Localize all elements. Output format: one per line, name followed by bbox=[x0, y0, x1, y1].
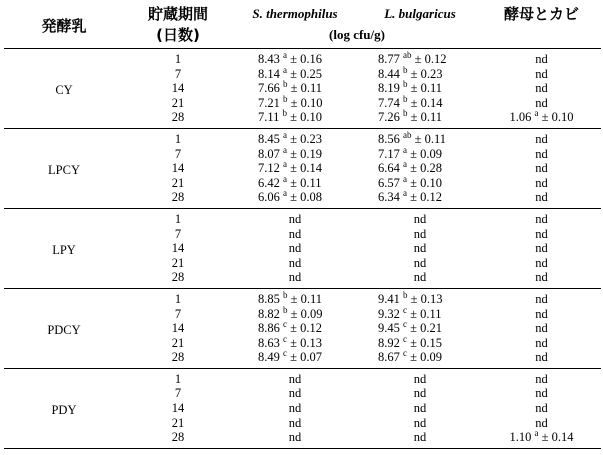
l-bulgaricus-count bbox=[358, 110, 482, 128]
mean-value: 8.19 bbox=[378, 81, 400, 96]
table-header bbox=[4, 0, 601, 49]
storage-day: 1 bbox=[174, 131, 182, 146]
yeast-mold-count: nd bbox=[535, 306, 548, 321]
header-s-thermophilus: S. thermophilus bbox=[252, 6, 338, 21]
l-bulgaricus-count bbox=[358, 93, 482, 111]
significance-letter: a bbox=[403, 173, 407, 184]
yeast-mold-count: nd bbox=[535, 52, 548, 66]
l-bulgaricus-count bbox=[358, 64, 482, 82]
yeast-mold-count: nd bbox=[535, 415, 548, 430]
standard-deviation: 0.11 bbox=[420, 81, 443, 96]
header-days-unit: (日数) bbox=[156, 26, 200, 44]
plus-minus-sign: ± bbox=[410, 175, 417, 190]
table-row bbox=[4, 49, 601, 67]
storage-day: 28 bbox=[171, 270, 185, 285]
standard-deviation: 0.10 bbox=[551, 110, 574, 125]
yeast-mold-count: nd bbox=[535, 386, 548, 401]
mean-value: 8.14 bbox=[258, 66, 280, 81]
s-thermophilus-count: nd bbox=[288, 415, 302, 430]
significance-letter: a bbox=[403, 188, 407, 199]
standard-deviation: 0.10 bbox=[300, 95, 323, 110]
header-empty-cell bbox=[482, 24, 601, 49]
standard-deviation: 0.11 bbox=[300, 175, 322, 190]
plus-minus-sign: ± bbox=[414, 131, 422, 146]
mean-value: 7.21 bbox=[258, 95, 280, 110]
l-bulgaricus-count: nd bbox=[413, 241, 427, 256]
header-log-cfu-unit: (log cfu/g) bbox=[329, 27, 385, 42]
s-thermophilus-count: nd bbox=[288, 255, 302, 270]
significance-letter: b bbox=[283, 289, 288, 300]
significance-letter: b bbox=[403, 289, 408, 300]
mean-value: 9.45 bbox=[378, 321, 400, 336]
s-thermophilus-count bbox=[232, 173, 358, 191]
yeast-mold-count: nd bbox=[535, 211, 548, 226]
storage-day: 21 bbox=[171, 175, 185, 190]
l-bulgaricus-count bbox=[358, 333, 482, 351]
plus-minus-sign: ± bbox=[290, 291, 298, 306]
plus-minus-sign: ± bbox=[290, 110, 298, 125]
standard-deviation: 0.09 bbox=[300, 306, 323, 321]
significance-letter: c bbox=[403, 348, 407, 359]
s-thermophilus-count bbox=[232, 288, 358, 306]
l-bulgaricus-count: nd bbox=[413, 371, 427, 386]
mean-value: 1.06 bbox=[509, 110, 532, 125]
microbial-count-table bbox=[4, 0, 601, 449]
plus-minus-sign: ± bbox=[410, 335, 417, 350]
plus-minus-sign: ± bbox=[290, 52, 297, 66]
mean-value: 8.45 bbox=[258, 131, 280, 146]
yeast-mold-count: nd bbox=[535, 66, 548, 81]
significance-letter: c bbox=[403, 318, 407, 329]
storage-day: 7 bbox=[174, 386, 182, 401]
significance-letter: a bbox=[283, 64, 287, 75]
significance-letter: a bbox=[403, 144, 407, 155]
storage-day: 1 bbox=[174, 52, 182, 66]
mean-value: 6.34 bbox=[378, 190, 400, 205]
significance-letter: c bbox=[283, 333, 287, 344]
l-bulgaricus-count: nd bbox=[413, 401, 427, 416]
yeast-mold-count: nd bbox=[535, 81, 548, 96]
significance-letter: b bbox=[283, 304, 288, 315]
yeast-mold-count: nd bbox=[535, 335, 548, 350]
mean-value: 9.41 bbox=[378, 291, 400, 306]
l-bulgaricus-count bbox=[358, 304, 482, 322]
standard-deviation: 0.09 bbox=[420, 146, 442, 161]
storage-day: 28 bbox=[171, 110, 185, 125]
mean-value: 7.66 bbox=[258, 81, 280, 96]
mean-value: 6.42 bbox=[258, 175, 280, 190]
l-bulgaricus-count bbox=[358, 318, 482, 336]
group-block-cy bbox=[4, 49, 601, 129]
storage-day: 1 bbox=[174, 371, 182, 386]
plus-minus-sign: ± bbox=[410, 161, 417, 176]
s-thermophilus-count: nd bbox=[288, 270, 302, 285]
significance-letter: a bbox=[403, 159, 407, 169]
standard-deviation: 0.11 bbox=[424, 131, 447, 146]
plus-minus-sign: ± bbox=[290, 335, 297, 350]
s-thermophilus-count: nd bbox=[288, 226, 302, 241]
mean-value: 8.44 bbox=[378, 66, 400, 81]
group-name: PDCY bbox=[47, 322, 81, 337]
group-name: CY bbox=[55, 82, 73, 97]
s-thermophilus-count: nd bbox=[288, 401, 302, 416]
standard-deviation: 0.11 bbox=[420, 306, 442, 321]
mean-value: 7.26 bbox=[378, 110, 400, 125]
significance-letter: b bbox=[282, 108, 288, 119]
standard-deviation: 0.13 bbox=[300, 335, 322, 350]
storage-day: 21 bbox=[171, 415, 185, 430]
s-thermophilus-count bbox=[232, 93, 358, 111]
plus-minus-sign: ± bbox=[290, 175, 297, 190]
mean-value: 7.11 bbox=[258, 110, 280, 125]
significance-letter: a bbox=[283, 173, 287, 184]
significance-letter: a bbox=[283, 188, 287, 199]
yeast-mold-count: nd bbox=[535, 190, 548, 205]
standard-deviation: 0.16 bbox=[300, 52, 322, 66]
plus-minus-sign: ± bbox=[410, 291, 418, 306]
mean-value: 8.82 bbox=[258, 306, 280, 321]
significance-letter: ab bbox=[403, 49, 412, 60]
significance-letter: a bbox=[283, 159, 287, 169]
header-yeast-mold: 酵母とカビ bbox=[503, 5, 579, 23]
mean-value: 8.85 bbox=[258, 291, 280, 306]
significance-letter: a bbox=[283, 129, 287, 140]
standard-deviation: 0.07 bbox=[300, 350, 322, 365]
plus-minus-sign: ± bbox=[414, 52, 422, 66]
mean-value: 8.49 bbox=[258, 350, 280, 365]
mean-value: 7.12 bbox=[258, 161, 280, 176]
mean-value: 8.43 bbox=[258, 52, 280, 66]
standard-deviation: 0.12 bbox=[300, 321, 322, 336]
storage-day: 14 bbox=[171, 161, 185, 176]
l-bulgaricus-count: nd bbox=[413, 270, 427, 285]
header-storage-period: 貯蔵期間 bbox=[147, 5, 208, 23]
s-thermophilus-count bbox=[232, 144, 358, 162]
significance-letter: b bbox=[403, 93, 408, 104]
mean-value: 6.57 bbox=[378, 175, 400, 190]
storage-day: 28 bbox=[171, 190, 185, 205]
plus-minus-sign: ± bbox=[541, 110, 549, 125]
storage-day: 14 bbox=[171, 401, 185, 416]
l-bulgaricus-count: nd bbox=[413, 255, 427, 270]
mean-value: 8.86 bbox=[258, 321, 280, 336]
yeast-mold-count: nd bbox=[535, 255, 548, 270]
storage-day: 7 bbox=[174, 226, 182, 241]
significance-letter: a bbox=[283, 144, 287, 155]
mean-value: 8.56 bbox=[378, 131, 400, 146]
plus-minus-sign: ± bbox=[410, 110, 418, 125]
l-bulgaricus-count bbox=[358, 288, 482, 306]
s-thermophilus-count: nd bbox=[288, 211, 302, 226]
storage-day: 1 bbox=[174, 211, 182, 226]
standard-deviation: 0.13 bbox=[420, 291, 443, 306]
standard-deviation: 0.28 bbox=[420, 161, 442, 176]
standard-deviation: 0.19 bbox=[300, 146, 322, 161]
plus-minus-sign: ± bbox=[410, 66, 418, 81]
standard-deviation: 0.11 bbox=[300, 291, 323, 306]
standard-deviation: 0.23 bbox=[300, 131, 322, 146]
plus-minus-sign: ± bbox=[290, 306, 298, 321]
yeast-mold-count: nd bbox=[535, 226, 548, 241]
l-bulgaricus-count bbox=[358, 161, 482, 176]
plus-minus-sign: ± bbox=[290, 95, 298, 110]
l-bulgaricus-count bbox=[358, 173, 482, 191]
s-thermophilus-count: nd bbox=[288, 241, 302, 256]
s-thermophilus-count bbox=[232, 81, 358, 96]
s-thermophilus-count bbox=[232, 128, 358, 146]
yeast-mold-count: nd bbox=[535, 350, 548, 365]
yeast-mold-count: nd bbox=[535, 95, 548, 110]
significance-letter: b bbox=[403, 108, 408, 119]
standard-deviation: 0.08 bbox=[300, 190, 322, 205]
s-thermophilus-count bbox=[232, 318, 358, 336]
mean-value: 8.63 bbox=[258, 335, 280, 350]
table-row bbox=[4, 368, 601, 386]
storage-day: 28 bbox=[171, 430, 185, 445]
group-name: LPY bbox=[52, 242, 76, 257]
yeast-mold-count: nd bbox=[535, 146, 548, 161]
yeast-mold-count: nd bbox=[535, 321, 548, 336]
plus-minus-sign: ± bbox=[290, 190, 297, 205]
group-name: PDY bbox=[51, 402, 77, 417]
s-thermophilus-count bbox=[232, 333, 358, 351]
yeast-mold-count bbox=[482, 110, 601, 128]
l-bulgaricus-count bbox=[358, 128, 482, 146]
l-bulgaricus-count bbox=[358, 144, 482, 162]
standard-deviation: 0.23 bbox=[420, 66, 443, 81]
l-bulgaricus-count: nd bbox=[413, 415, 427, 430]
significance-letter: b bbox=[283, 93, 288, 104]
yeast-mold-count: nd bbox=[535, 161, 548, 176]
l-bulgaricus-count: nd bbox=[413, 211, 427, 226]
s-thermophilus-count bbox=[232, 110, 358, 128]
l-bulgaricus-count bbox=[358, 190, 482, 208]
storage-day: 7 bbox=[174, 306, 182, 321]
standard-deviation: 0.10 bbox=[420, 175, 442, 190]
standard-deviation: 0.12 bbox=[420, 190, 442, 205]
yeast-mold-count: nd bbox=[535, 291, 548, 306]
plus-minus-sign: ± bbox=[410, 350, 417, 365]
s-thermophilus-count bbox=[232, 304, 358, 322]
standard-deviation: 0.21 bbox=[420, 321, 442, 336]
significance-letter: c bbox=[403, 333, 407, 344]
storage-day: 14 bbox=[171, 321, 185, 336]
plus-minus-sign: ± bbox=[290, 350, 297, 365]
significance-letter: c bbox=[283, 318, 287, 329]
plus-minus-sign: ± bbox=[290, 161, 297, 176]
significance-letter: b bbox=[283, 79, 288, 90]
storage-day: 7 bbox=[174, 146, 182, 161]
l-bulgaricus-count bbox=[358, 49, 482, 67]
significance-letter: b bbox=[403, 79, 408, 90]
significance-letter: a bbox=[534, 428, 539, 439]
s-thermophilus-count bbox=[232, 64, 358, 82]
header-row-1 bbox=[4, 0, 601, 24]
yeast-mold-count: nd bbox=[535, 401, 548, 416]
yeast-mold-count: nd bbox=[535, 371, 548, 386]
standard-deviation: 0.10 bbox=[300, 110, 323, 125]
l-bulgaricus-count: nd bbox=[413, 226, 427, 241]
standard-deviation: 0.11 bbox=[420, 110, 443, 125]
mean-value: 8.67 bbox=[378, 350, 400, 365]
significance-letter: c bbox=[403, 304, 407, 315]
storage-day: 21 bbox=[171, 255, 185, 270]
table-row bbox=[4, 208, 601, 226]
storage-day: 14 bbox=[171, 81, 185, 96]
yeast-mold-count: nd bbox=[535, 270, 548, 285]
s-thermophilus-count: nd bbox=[288, 371, 302, 386]
mean-value: 7.74 bbox=[378, 95, 400, 110]
group-name: LPCY bbox=[48, 162, 80, 177]
l-bulgaricus-count: nd bbox=[413, 386, 427, 401]
significance-letter: c bbox=[283, 348, 287, 359]
s-thermophilus-count bbox=[232, 350, 358, 368]
yeast-mold-count: nd bbox=[535, 131, 548, 146]
standard-deviation: 0.14 bbox=[420, 95, 443, 110]
s-thermophilus-count bbox=[232, 49, 358, 67]
plus-minus-sign: ± bbox=[410, 146, 417, 161]
header-l-bulgaricus: L. bulgaricus bbox=[384, 6, 456, 21]
mean-value: 6.06 bbox=[258, 190, 280, 205]
mean-value: 7.17 bbox=[378, 146, 400, 161]
storage-day: 1 bbox=[174, 291, 182, 306]
s-thermophilus-count bbox=[232, 161, 358, 176]
s-thermophilus-count: nd bbox=[288, 386, 302, 401]
mean-value: 6.64 bbox=[378, 161, 400, 176]
plus-minus-sign: ± bbox=[410, 321, 417, 336]
significance-letter: b bbox=[403, 64, 408, 75]
yeast-mold-count bbox=[482, 430, 601, 448]
storage-day: 7 bbox=[174, 66, 182, 81]
plus-minus-sign: ± bbox=[410, 95, 418, 110]
significance-letter: ab bbox=[403, 129, 412, 140]
mean-value: 8.07 bbox=[258, 146, 280, 161]
mean-value: 1.10 bbox=[509, 430, 532, 445]
standard-deviation: 0.09 bbox=[420, 350, 442, 365]
standard-deviation: 0.11 bbox=[300, 81, 323, 96]
plus-minus-sign: ± bbox=[290, 66, 297, 81]
plus-minus-sign: ± bbox=[290, 321, 297, 336]
l-bulgaricus-count: nd bbox=[413, 430, 427, 445]
standard-deviation: 0.25 bbox=[300, 66, 322, 81]
yeast-mold-count: nd bbox=[535, 241, 548, 256]
header-fermented-milk: 発酵乳 bbox=[41, 17, 87, 35]
plus-minus-sign: ± bbox=[541, 430, 549, 445]
plus-minus-sign: ± bbox=[290, 81, 298, 96]
significance-letter: a bbox=[534, 108, 539, 119]
l-bulgaricus-count bbox=[358, 81, 482, 96]
plus-minus-sign: ± bbox=[410, 81, 418, 96]
group-block-lpcy bbox=[4, 128, 601, 208]
standard-deviation: 0.14 bbox=[300, 161, 322, 176]
group-block-lpy bbox=[4, 208, 601, 288]
table-row bbox=[4, 288, 601, 306]
group-block-pdy bbox=[4, 368, 601, 448]
significance-letter: a bbox=[283, 49, 287, 60]
plus-minus-sign: ± bbox=[290, 131, 297, 146]
mean-value: 8.77 bbox=[378, 52, 400, 66]
l-bulgaricus-count bbox=[358, 350, 482, 368]
storage-day: 28 bbox=[171, 350, 185, 365]
standard-deviation: 0.12 bbox=[424, 52, 447, 66]
mean-value: 9.32 bbox=[378, 306, 400, 321]
storage-day: 21 bbox=[171, 95, 185, 110]
s-thermophilus-count: nd bbox=[288, 430, 302, 445]
plus-minus-sign: ± bbox=[410, 306, 417, 321]
standard-deviation: 0.14 bbox=[551, 430, 574, 445]
s-thermophilus-count bbox=[232, 190, 358, 208]
plus-minus-sign: ± bbox=[410, 190, 417, 205]
group-block-pdcy bbox=[4, 288, 601, 368]
plus-minus-sign: ± bbox=[290, 146, 297, 161]
storage-day: 14 bbox=[171, 241, 185, 256]
yeast-mold-count: nd bbox=[535, 175, 548, 190]
standard-deviation: 0.15 bbox=[420, 335, 442, 350]
storage-day: 21 bbox=[171, 335, 185, 350]
mean-value: 8.92 bbox=[378, 335, 400, 350]
table-row bbox=[4, 128, 601, 146]
